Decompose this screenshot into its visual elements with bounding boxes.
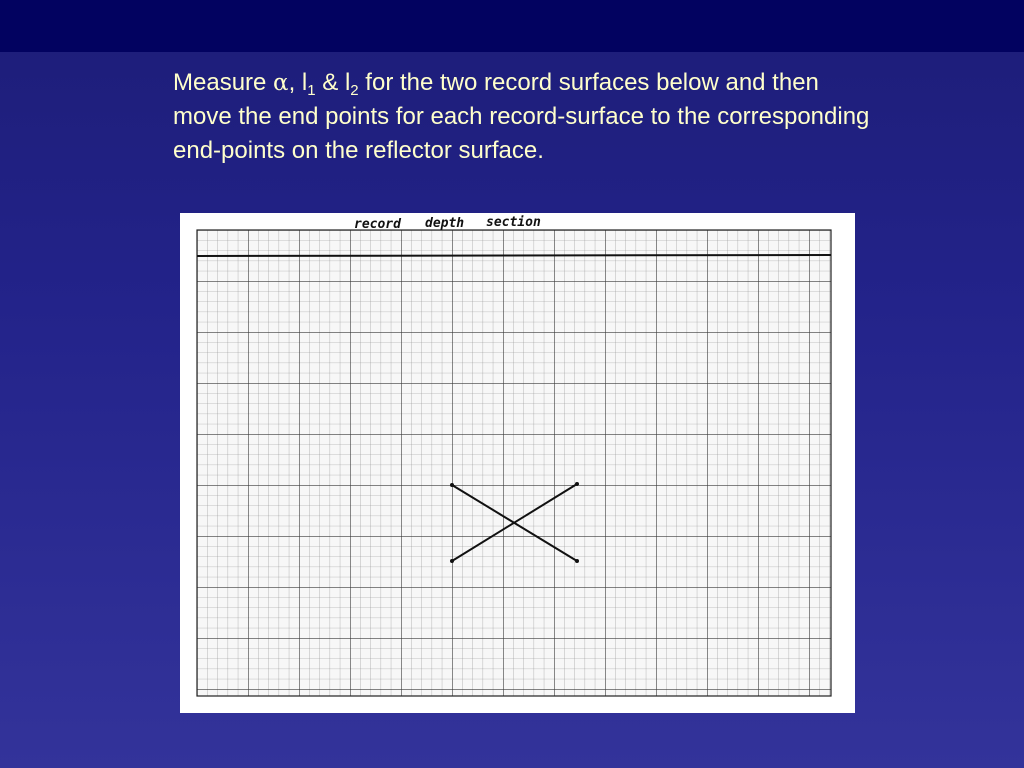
handwritten-section: section	[486, 215, 541, 230]
end-point	[575, 482, 579, 486]
alpha-symbol: α	[273, 70, 289, 96]
prompt-part-3: & l	[315, 69, 351, 96]
end-point	[575, 559, 579, 563]
reflector-surface-line	[197, 255, 831, 256]
title-bar	[0, 0, 1024, 52]
end-point	[450, 559, 454, 563]
subscript-1: 1	[307, 82, 316, 99]
graph-paper-figure	[180, 213, 855, 713]
prompt-part-4: for the two record surfaces below and then move the end points for each record-surface to the corresponding end-points on the reflector surface.	[173, 69, 870, 164]
prompt-part-2: , l	[288, 69, 308, 96]
slide-instructions	[173, 66, 873, 168]
handwritten-depth: depth	[425, 216, 465, 231]
prompt-part-1: Measure	[173, 69, 274, 96]
major-grid	[197, 230, 831, 696]
subscript-2: 2	[350, 82, 359, 99]
end-point	[450, 483, 454, 487]
handwritten-record: record	[354, 217, 401, 232]
graph-paper-svg	[180, 213, 855, 713]
